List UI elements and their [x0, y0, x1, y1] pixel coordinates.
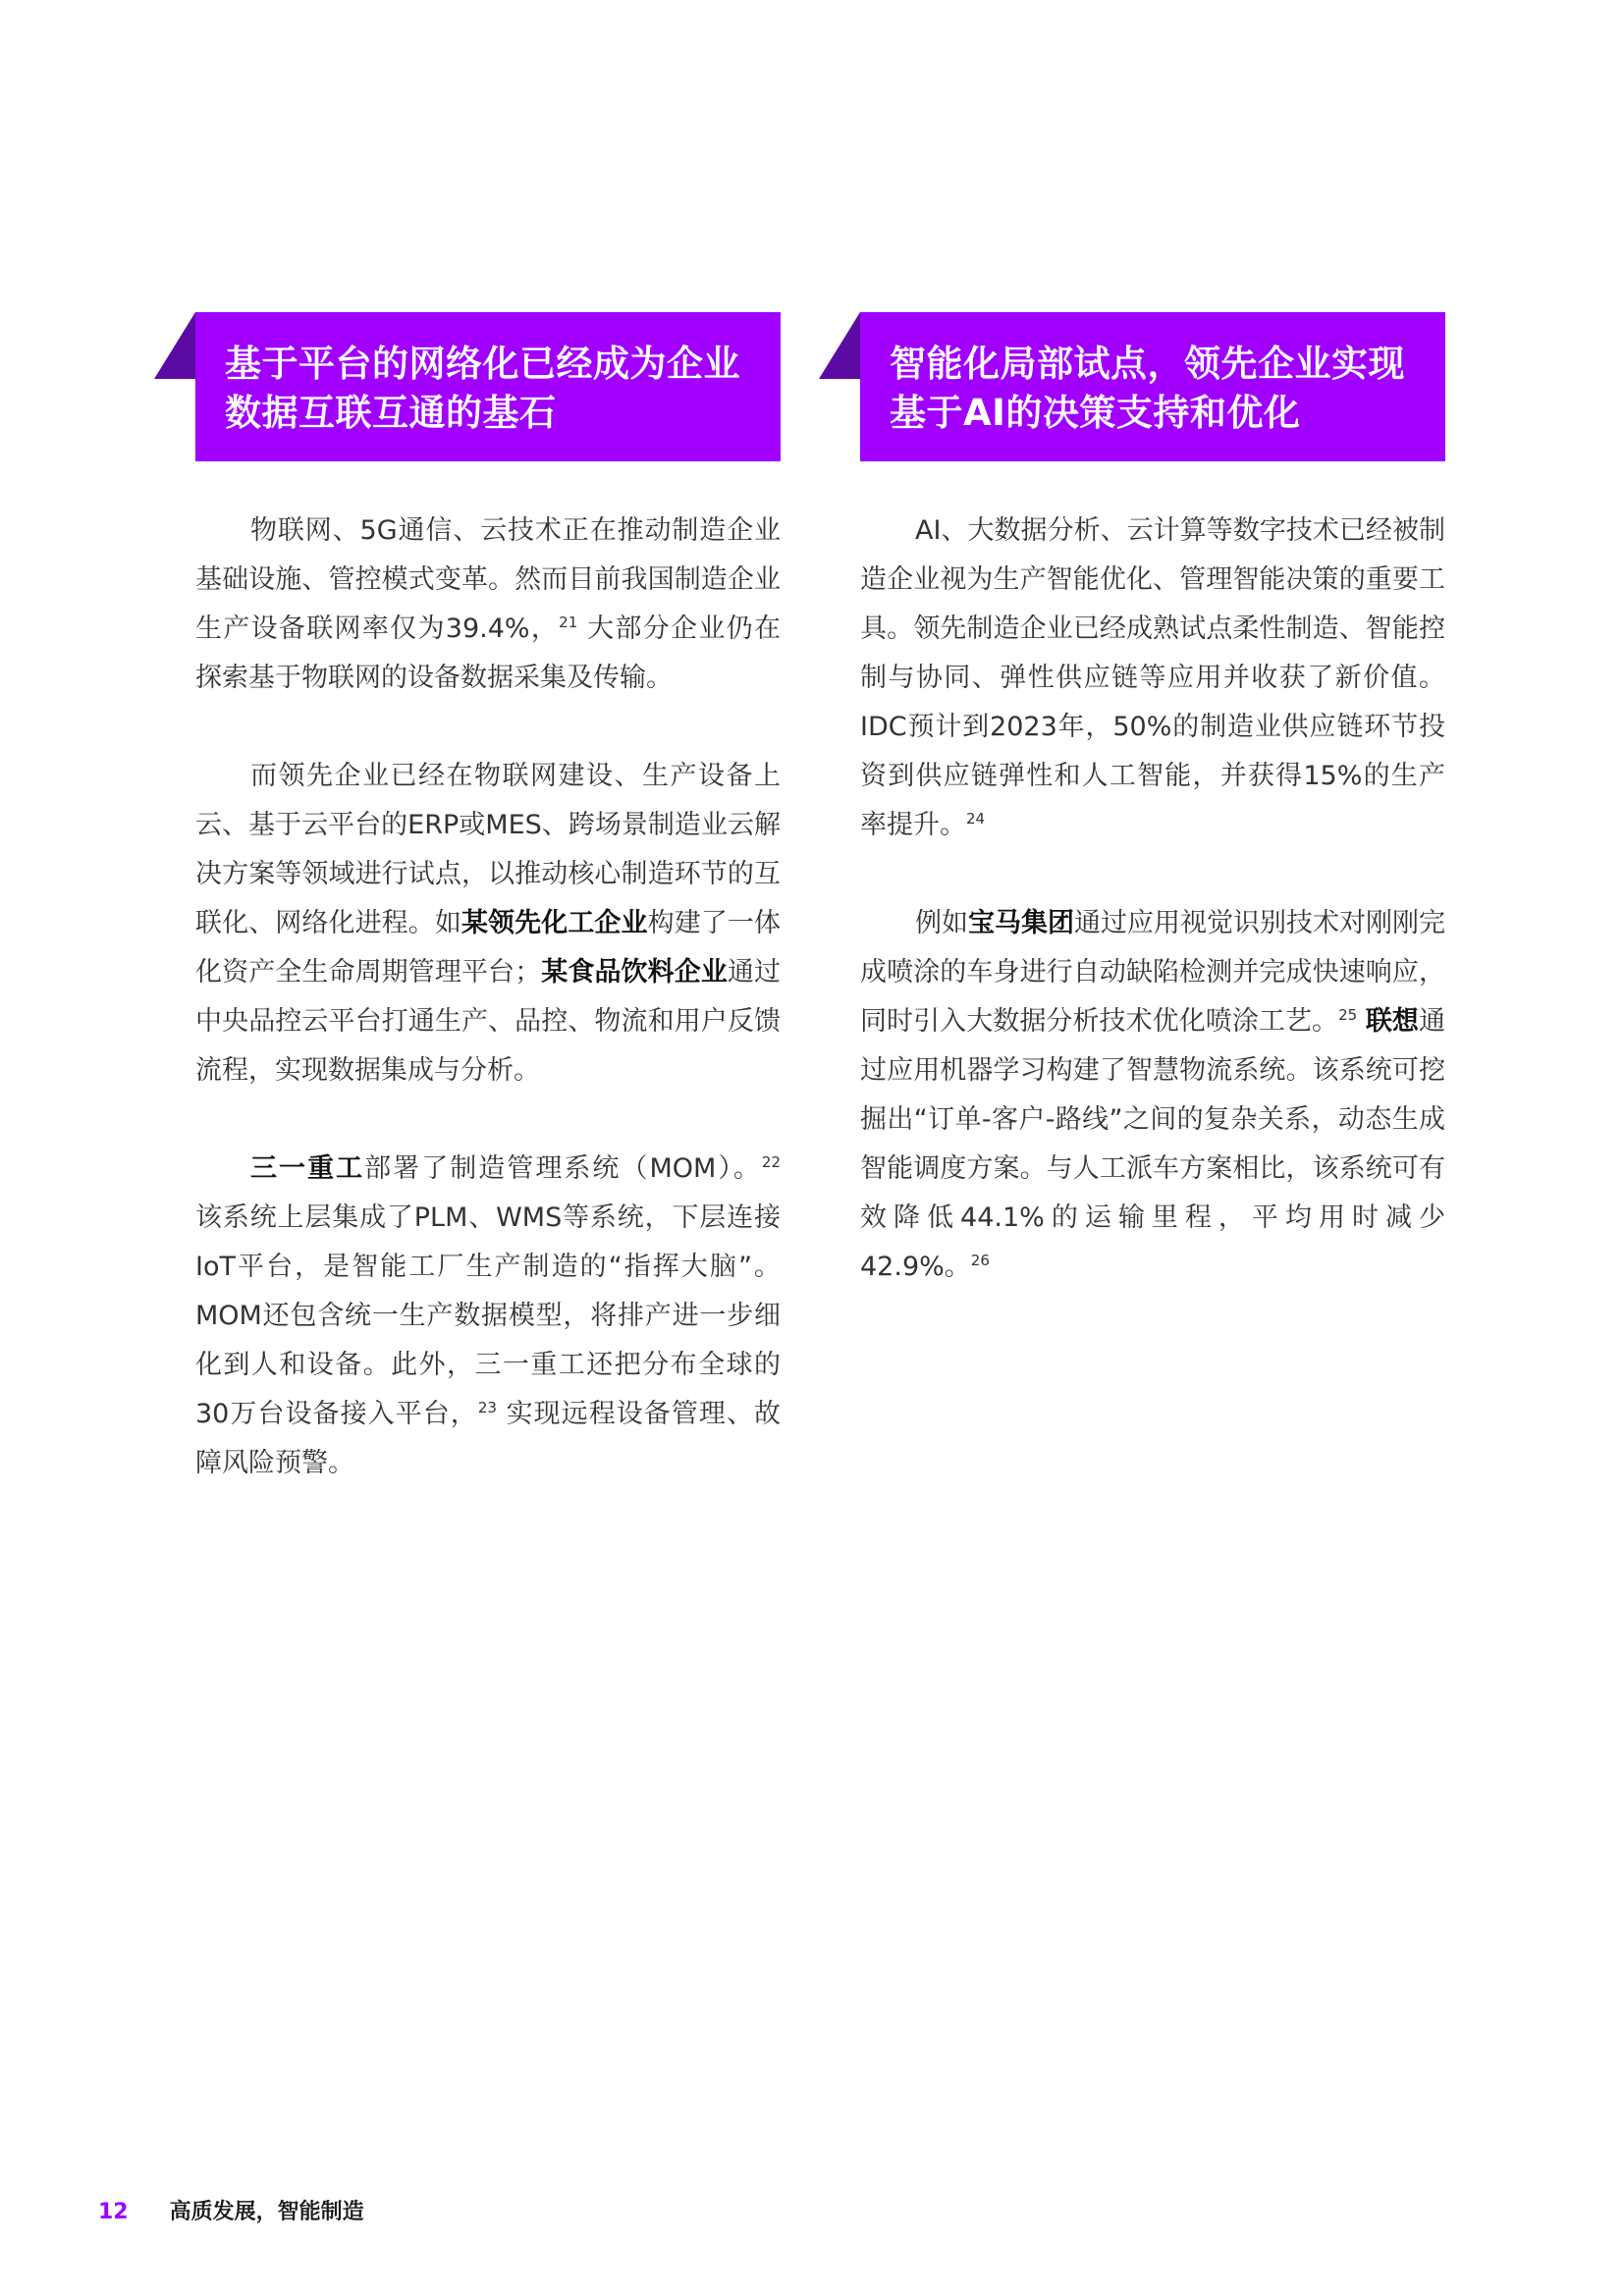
text-run: 通过应用机器学习构建了智慧物流系统。该系统可挖掘出“订单-客户-路线”之间的复杂关系，动态生成智能调度方案。与人工派车方案相比，该系统可有效降低44.1%的运输里程，平均用时减少42.9%。 [860, 1006, 1445, 1282]
footnote-ref: 21 [559, 614, 578, 631]
section-title-line2: 基于AI的决策支持和优化 [890, 392, 1301, 434]
page-number: 12 [98, 2200, 129, 2224]
text-run: 物联网、5G通信、云技术正在推动制造企业基础设施、管控模式变革。然而目前我国制造企业生产设备联网率仅为39.4%， [195, 515, 781, 644]
banner-tab-decoration [154, 312, 195, 379]
text-run: 该系统上层集成了PLM、WMS等系统，下层连接IoT平台，是智能工厂生产制造的“指挥大脑”。MOM还包含统一生产数据模型，将排产进一步细化到人和设备。此外，三一重工还把分布全球的30万台设备接入平台， [195, 1202, 781, 1429]
paragraph [860, 507, 1445, 850]
footnote-ref: 23 [477, 1399, 497, 1416]
section-title [225, 340, 759, 438]
paragraph [195, 1145, 781, 1488]
text-run: 部署了制造管理系统（MOM）。 [364, 1153, 762, 1184]
banner-box [195, 312, 781, 461]
text-run: 构建了一体化资产全生命周期管理平台； [195, 908, 782, 988]
text-run: AI、大数据分析、云计算等数字技术已经被制造企业视为生产智能优化、管理智能决策的重要工具。领先制造企业已经成熟试点柔性制造、智能控制与协同、弹性供应链等应用并收获了新价值。IDC预计到2023年，50%的制造业供应链环节投资到供应链弹性和人工智能，并获得15%的生产率提升。 [860, 515, 1445, 840]
text-run: 实现远程设备管理、故障风险预警。 [195, 1399, 781, 1478]
paragraph [195, 507, 781, 703]
section-title-line1: 基于平台的网络化已经成为企业 [225, 343, 740, 385]
bold-company-name: 某领先化工企业 [460, 908, 648, 938]
bold-company-name: 三一重工 [250, 1153, 365, 1184]
right-body [860, 507, 1445, 1292]
text-run: 例如 [915, 908, 968, 938]
text-run: 而领先企业已经在物联网建设、生产设备上云、基于云平台的ERP或MES、跨场景制造业云解决方案等领域进行试点，以推动核心制造环节的互联化、网络化进程。如 [195, 761, 781, 938]
text-run [1357, 1006, 1366, 1037]
text-run: 通过应用视觉识别技术对刚刚完成喷涂的车身进行自动缺陷检测并完成快速响应，同时引入大数据分析技术优化喷涂工艺。 [860, 908, 1445, 1037]
banner-box [860, 312, 1445, 461]
paragraph [195, 752, 781, 1095]
section-title-line1: 智能化局部试点，领先企业实现 [890, 343, 1405, 385]
left-column [195, 312, 781, 1537]
section-title-line2: 数据互联互通的基石 [225, 392, 557, 434]
footnote-ref: 24 [966, 810, 986, 828]
bold-company-name: 宝马集团 [968, 908, 1074, 938]
left-section-banner [195, 312, 781, 461]
footnote-ref: 25 [1338, 1006, 1358, 1024]
paragraph [860, 899, 1445, 1292]
right-column [860, 312, 1445, 1341]
left-body [195, 507, 781, 1488]
section-title [890, 340, 1424, 438]
footnote-ref: 26 [970, 1252, 990, 1269]
banner-tab-decoration [819, 312, 860, 379]
page-footer [98, 2195, 364, 2225]
bold-company-name: 联想 [1365, 1006, 1419, 1037]
right-section-banner [860, 312, 1445, 461]
footnote-ref: 22 [761, 1153, 782, 1171]
text-run: 大部分企业仍在探索基于物联网的设备数据采集及传输。 [195, 614, 781, 693]
text-run: 通过中央品控云平台打通生产、品控、物流和用户反馈流程，实现数据集成与分析。 [195, 957, 782, 1086]
bold-company-name: 某食品饮料企业 [541, 957, 728, 988]
report-title: 高质发展，智能制造 [169, 2200, 364, 2224]
